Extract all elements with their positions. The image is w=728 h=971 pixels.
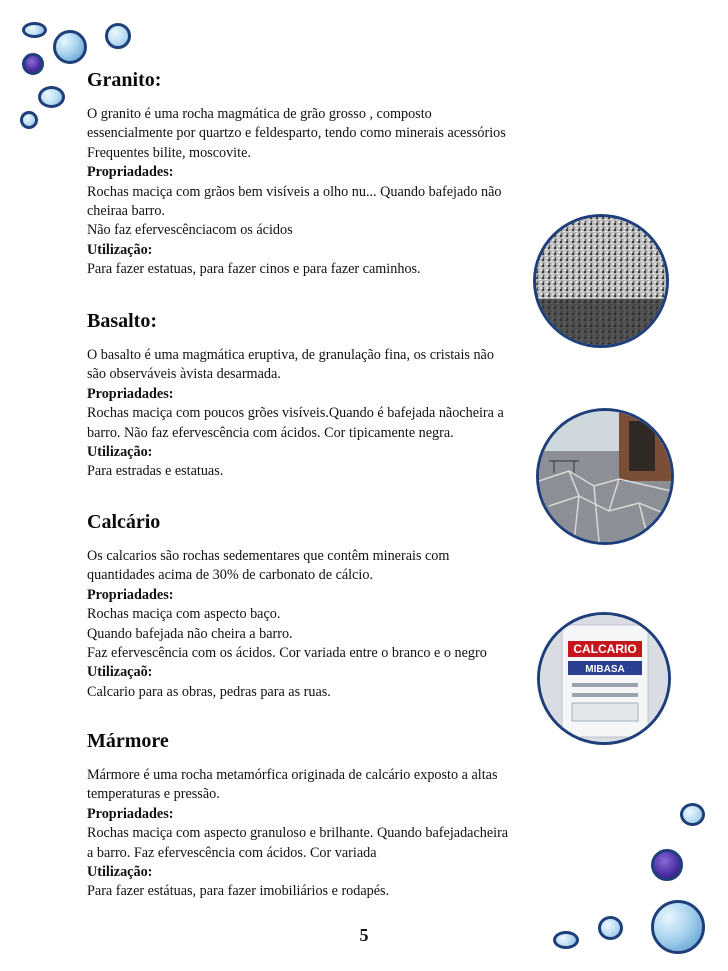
properties-line: cheiraa barro. [87, 203, 165, 220]
usage-label: Utilização: [87, 241, 153, 258]
properties-line: Não faz efervescênciacom os ácidos [87, 222, 293, 239]
bag-maker-text: MIBASA [585, 664, 625, 675]
section-marmore [87, 729, 587, 902]
properties-line: Rochas maciça com aspecto granuloso e brilhante. Quando bafejadacheira [87, 825, 509, 842]
section-heading: Calcário [87, 511, 161, 533]
usage-line: Para fazer estátuas, para fazer imobiliários e rodapés. [87, 883, 390, 900]
properties-line: Rochas maciça com aspecto baço. [87, 606, 281, 623]
bubble-decoration [651, 849, 683, 881]
section-heading: Mármore [87, 730, 169, 752]
usage-line: Calcario para as obras, pedras para as ruas. [87, 683, 331, 700]
properties-line: Faz efervescência com os ácidos. Cor variada entre o branco e o negro [87, 645, 487, 662]
bubble-decoration [53, 30, 87, 64]
bubble-decoration [20, 111, 38, 129]
bubble-decoration [22, 53, 44, 75]
bubble-decoration [105, 23, 131, 49]
section-granito [87, 68, 587, 280]
properties-label: Propriadades: [87, 805, 174, 822]
section-basalto [87, 309, 587, 482]
properties-line: a barro. Faz efervescência com ácidos. Cor variada [87, 844, 377, 861]
bubble-decoration [38, 86, 65, 108]
properties-line: Quando bafejada não cheira a barro. [87, 625, 293, 642]
usage-label: Utilizaçaõ: [87, 664, 153, 681]
description-line: essencialmente por quartzo e feldesparto, tendo como minerais acessórios [87, 125, 506, 142]
usage-label: Utilização: [87, 444, 153, 461]
section-heading: Basalto: [87, 310, 157, 332]
page-number: 5 [359, 925, 369, 945]
description-line: são observáveis àvista desarmada. [87, 366, 281, 383]
properties-label: Propriadades: [87, 586, 174, 603]
description-line: Os calcarios são rochas sedementares que contêm minerais com [87, 548, 450, 564]
description-line: Mármore é uma rocha metamórfica originada de calcário exposto a altas [87, 767, 498, 783]
usage-label: Utilização: [87, 864, 153, 881]
description-line: Frequentes bilite, moscovite. [87, 144, 251, 161]
description-line: O granito é uma rocha magmática de grão grosso , composto [87, 106, 432, 122]
properties-line: Rochas maciça com grãos bem visíveis a olho nu... Quando bafejado não [87, 183, 502, 200]
bubble-decoration [680, 803, 705, 826]
section-calcario [87, 510, 587, 702]
usage-line: Para fazer estatuas, para fazer cinos e para fazer caminhos. [87, 261, 421, 278]
properties-label: Propriadades: [87, 164, 174, 181]
section-heading: Granito: [87, 69, 162, 91]
usage-line: Para estradas e estatuas. [87, 463, 224, 480]
properties-line: Rochas maciça com poucos grões visíveis.Quando é bafejada nãocheira a [87, 405, 504, 422]
description-line: temperaturas e pressão. [87, 786, 220, 803]
description-line: quantidades acima de 30% de carbonato de cálcio. [87, 567, 373, 584]
bubble-decoration [22, 22, 47, 38]
properties-label: Propriadades: [87, 385, 174, 402]
bag-brand-text: CALCARIO [573, 642, 637, 656]
description-line: O basalto é uma magmática eruptiva, de granulação fina, os cristais não [87, 347, 494, 363]
properties-line: barro. Não faz efervescência com ácidos. Cor tipicamente negra. [87, 424, 454, 441]
